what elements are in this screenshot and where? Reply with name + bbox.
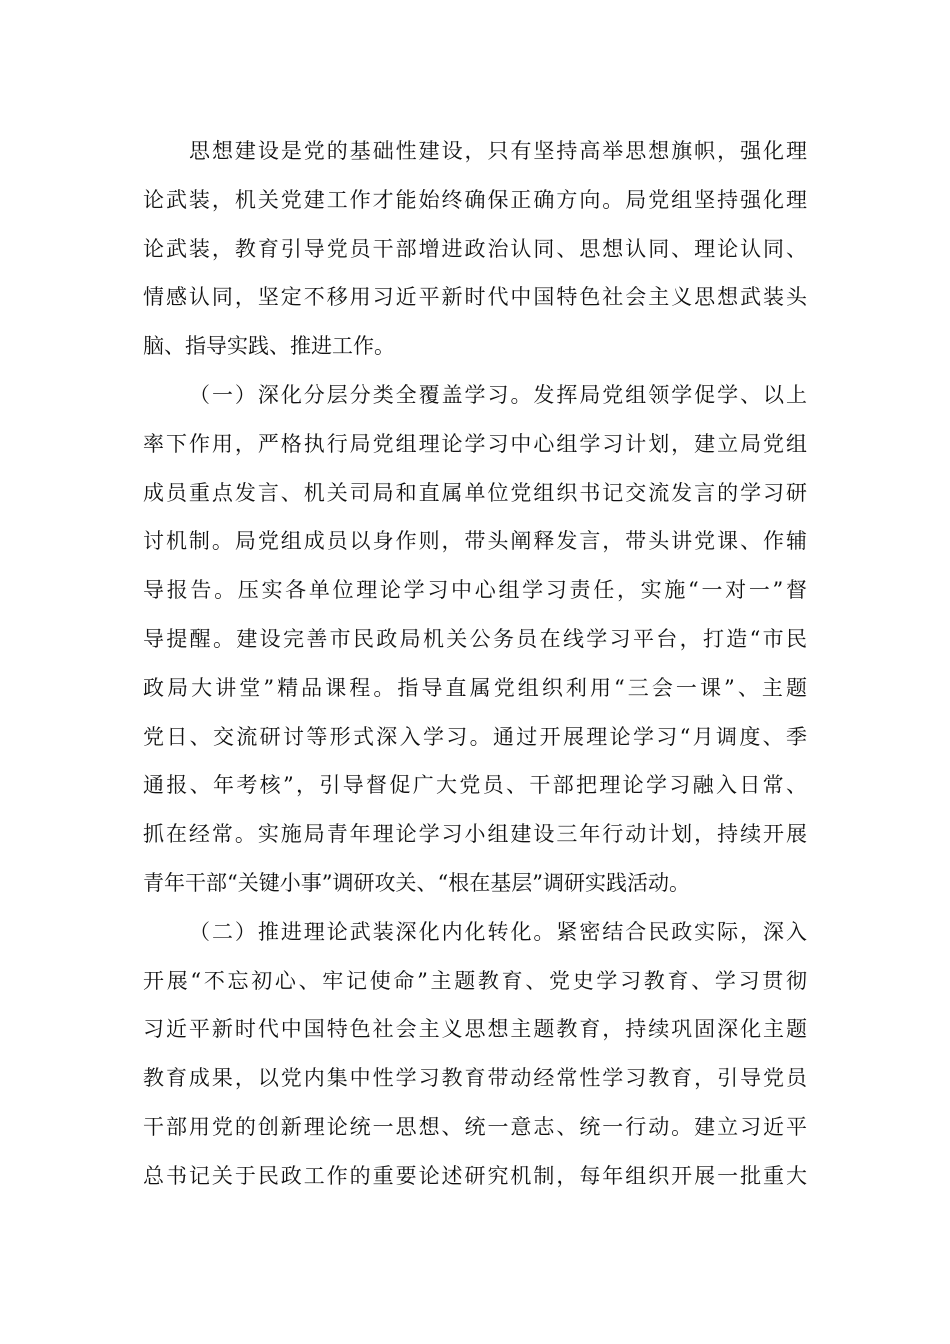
text-line: 讨机制。局党组成员以身作则，带头阐释发言，带头讲党课、作辅: [143, 529, 807, 554]
text-line: 习近平新时代中国特色社会主义思想主题教育，持续巩固深化主题: [143, 1017, 807, 1042]
text-line: 导报告。压实各单位理论学习中心组学习责任，实施“一对一”督: [143, 578, 807, 603]
text-line: 成员重点发言、机关司局和直属单位党组织书记交流发言的学习研: [143, 480, 807, 505]
text-line: 导提醒。建设完善市民政局机关公务员在线学习平台，打造“市民: [143, 626, 807, 651]
text-line: 率下作用，严格执行局党组理论学习中心组学习计划，建立局党组: [143, 431, 807, 456]
text-line: 总书记关于民政工作的重要论述研究机制，每年组织开展一批重大: [143, 1163, 807, 1188]
text-line: 青年干部“关键小事”调研攻关、“根在基层”调研实践活动。: [143, 870, 690, 895]
text-line: 干部用党的创新理论统一思想、统一意志、统一行动。建立习近平: [143, 1114, 807, 1139]
text-line: 情感认同，坚定不移用习近平新时代中国特色社会主义思想武装头: [143, 285, 807, 310]
text-line: 教育成果，以党内集中性学习教育带动经常性学习教育，引导党员: [143, 1066, 807, 1091]
text-line: （一）深化分层分类全覆盖学习。发挥局党组领学促学、以上: [189, 382, 807, 407]
paragraph-section-one: [143, 371, 807, 908]
text-line: 思想建设是党的基础性建设，只有坚持高举思想旗帜，强化理: [189, 139, 807, 163]
text-line: 通报、年考核”，引导督促广大党员、干部把理论学习融入日常、: [143, 773, 807, 798]
text-line: 脑、指导实践、推进工作。: [143, 334, 395, 359]
text-line: （二）推进理论武装深化内化转化。紧密结合民政实际，深入: [189, 919, 807, 944]
document-body: [143, 127, 807, 1201]
paragraph-intro: [143, 127, 807, 371]
text-line: 论武装，教育引导党员干部增进政治认同、思想认同、理论认同、: [143, 236, 807, 261]
text-line: 政局大讲堂”精品课程。指导直属党组织利用“三会一课”、主题: [143, 675, 807, 700]
text-line: 党日、交流研讨等形式深入学习。通过开展理论学习“月调度、季: [143, 724, 807, 749]
text-line: 开展“不忘初心、牢记使命”主题教育、党史学习教育、学习贯彻: [143, 968, 807, 993]
paragraph-section-two: [143, 908, 807, 1201]
text-line: 论武装，机关党建工作才能始终确保正确方向。局党组坚持强化理: [143, 187, 807, 212]
text-line: 抓在经常。实施局青年理论学习小组建设三年行动计划，持续开展: [143, 822, 807, 847]
